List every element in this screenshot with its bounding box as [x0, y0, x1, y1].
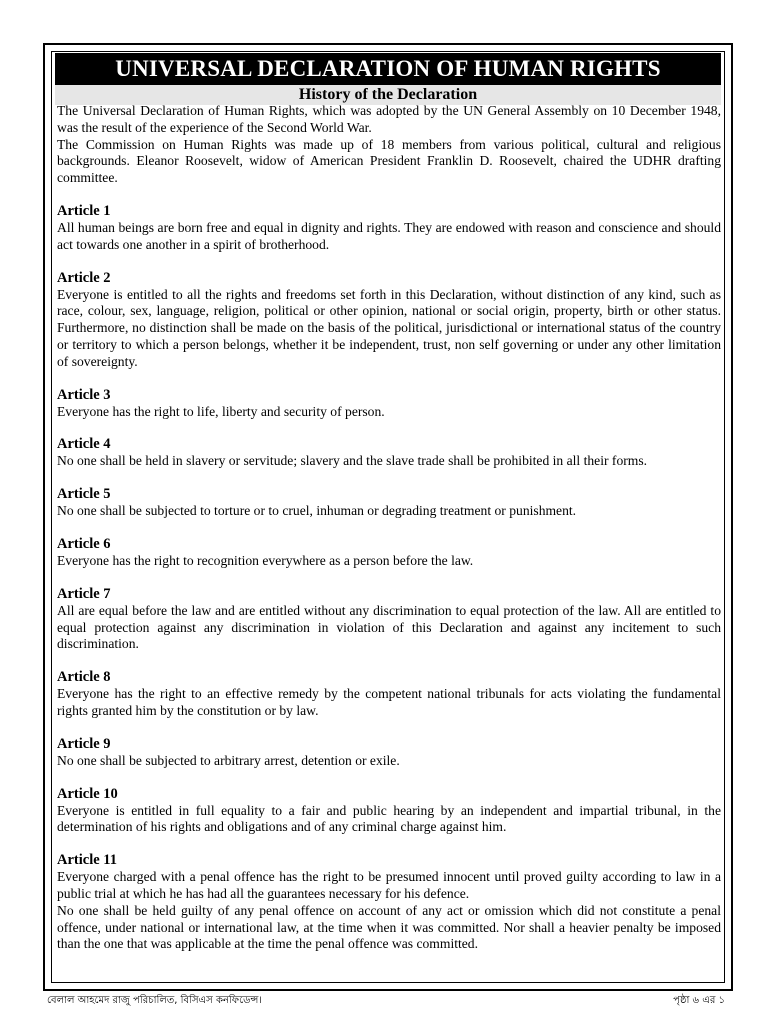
article-6 — [57, 535, 721, 570]
article-text: No one shall be subjected to torture or to cruel, inhuman or degrading treatment or punishment. — [57, 503, 577, 519]
footer-page-number: পৃষ্ঠা ৬ এর ১ — [673, 995, 725, 1006]
article-text: Everyone has the right to an effective remedy by the competent national tribunals for acts violating the fundamental rights granted him by the constitution or by law. — [57, 686, 721, 718]
article-2 — [57, 269, 721, 371]
document-title: UNIVERSAL DECLARATION OF HUMAN RIGHTS — [55, 53, 721, 85]
section-subtitle: History of the Declaration — [55, 85, 721, 105]
article-heading: Article 6 — [57, 535, 111, 552]
article-heading: Article 1 — [57, 202, 111, 219]
article-text: Everyone is entitled to all the rights and freedoms set forth in this Declaration, without distinction of any kind, such as race, colour, sex, language, religion, political or other opinion, national or social origin, property, birth or other status. Furthermore, no distinction shall be made on the basis of the political, jurisdictional or international status of the country or territory to which a person belongs, whether it be independent, trust, non self governing or under any other limitation of sovereignty. — [57, 286, 721, 369]
article-heading: Article 7 — [57, 585, 111, 602]
article-text: All are equal before the law and are entitled without any discrimination to equal protection of the law. All are entitled to equal protection against any discrimination in violation of this Declaration and against any incitement to such discrimination. — [57, 602, 721, 652]
article-5 — [57, 485, 721, 520]
article-1 — [57, 202, 721, 254]
page-footer — [47, 992, 725, 1010]
article-text: No one shall be held guilty of any penal offence on account of any act or omission which did not constitute a penal offence, under national or international law, at the time when it was committed. Nor shall a heavier penalty be imposed than the one that was applicable at the time the penal offence was committed. — [57, 902, 721, 952]
article-4 — [57, 435, 721, 470]
article-heading: Article 10 — [57, 785, 118, 802]
article-7 — [57, 585, 721, 653]
intro-paragraph: The Commission on Human Rights was made up of 18 members from various political, cultural and religious backgrounds. Eleanor Roosevelt, widow of American President Franklin D. Roosevelt, chaired the UDHR drafting committee. — [57, 136, 721, 186]
article-text: Everyone has the right to life, liberty and security of person. — [57, 403, 385, 419]
article-heading: Article 2 — [57, 269, 111, 286]
article-3 — [57, 386, 721, 421]
footer-credit: বেলাল আহমেদ রাজু পরিচালিত, বিসিএস কনফিডেন্স। — [47, 995, 262, 1006]
article-heading: Article 11 — [57, 852, 117, 869]
article-heading: Article 9 — [57, 735, 111, 752]
article-text: No one shall be subjected to arbitrary arrest, detention or exile. — [57, 752, 400, 768]
article-heading: Article 4 — [57, 436, 111, 453]
article-text: Everyone charged with a penal offence has the right to be presumed innocent until proved guilty according to law in a public trial at which he has had all the guarantees necessary for his defence. — [57, 869, 721, 901]
article-text: Everyone is entitled in full equality to a fair and public hearing by an independent and impartial tribunal, in the determination of his rights and obligations and of any criminal charge against him. — [57, 802, 721, 835]
article-8 — [57, 668, 721, 720]
article-heading: Article 3 — [57, 386, 111, 403]
page-frame — [43, 43, 733, 991]
article-text: Everyone has the right to recognition everywhere as a person before the law. — [57, 552, 474, 568]
article-heading: Article 8 — [57, 669, 111, 686]
intro-paragraph: The Universal Declaration of Human Rights, which was adopted by the UN General Assembly on 10 December 1948, was the result of the experience of the Second World War. — [57, 103, 721, 135]
article-text: No one shall be held in slavery or servitude; slavery and the slave trade shall be prohibited in all their forms. — [57, 453, 648, 469]
article-heading: Article 5 — [57, 486, 111, 503]
article-11 — [57, 851, 721, 953]
article-text: All human beings are born free and equal in dignity and rights. They are endowed with reason and conscience and should act towards one another in a spirit of brotherhood. — [57, 219, 721, 252]
article-10 — [57, 785, 721, 837]
document-body — [57, 103, 721, 953]
article-9 — [57, 735, 721, 770]
